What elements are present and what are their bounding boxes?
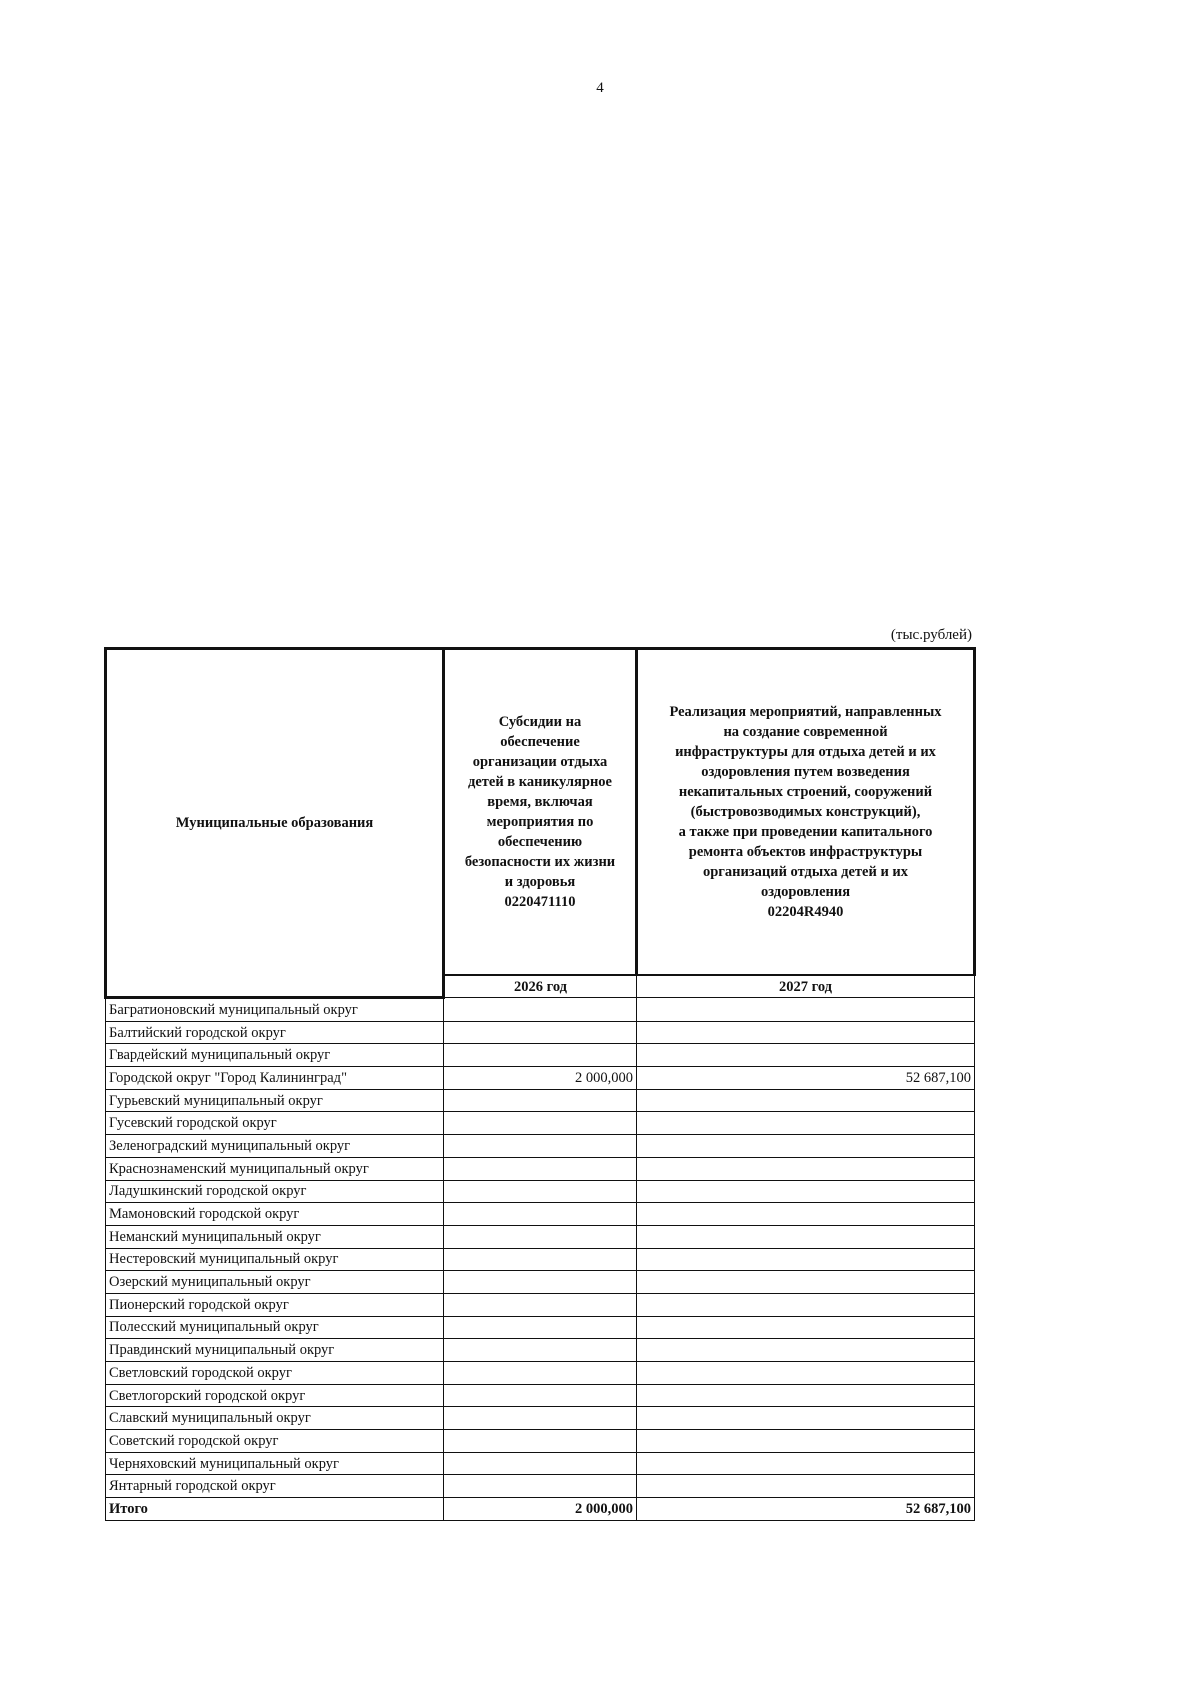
value-2027 (637, 1384, 975, 1407)
infrastructure-header-line: оздоровления (760, 884, 851, 900)
table-row (106, 1089, 975, 1112)
municipality-name: Полесский муниципальный округ (106, 1316, 444, 1339)
value-2027 (637, 1044, 975, 1067)
municipality-name: Балтийский городской округ (106, 1021, 444, 1044)
value-2026 (444, 1044, 637, 1067)
municipality-name: Гвардейский муниципальный округ (106, 1044, 444, 1067)
subsidy-header-line: обеспечение (500, 734, 580, 750)
table-row (106, 1044, 975, 1067)
value-2027 (637, 1316, 975, 1339)
infrastructure-header-line: (быстровозводимых конструкций), (690, 804, 921, 820)
value-2026 (444, 1452, 637, 1475)
units-label: (тыс.рублей) (890, 627, 972, 643)
table-row (106, 1180, 975, 1203)
table-row (106, 998, 975, 1022)
value-2027 (637, 1225, 975, 1248)
value-2026 (444, 1362, 637, 1385)
subsidy-header-line: детей в каникулярное (468, 774, 612, 790)
table-row (106, 1293, 975, 1316)
header-subsidy-column (444, 649, 637, 976)
value-2027 (637, 998, 975, 1022)
header-municipalities: Муниципальные образования (106, 649, 444, 998)
table-row (106, 1339, 975, 1362)
value-2026 (444, 1430, 637, 1453)
value-2026 (444, 1271, 637, 1294)
table-row (106, 1475, 975, 1498)
value-2026 (444, 1157, 637, 1180)
subsidy-header-line: время, включая (487, 794, 593, 810)
value-2027 (637, 1157, 975, 1180)
table-row (106, 1271, 975, 1294)
municipality-name: Правдинский муниципальный округ (106, 1339, 444, 1362)
municipality-name: Светлогорский городской округ (106, 1384, 444, 1407)
municipality-name: Итого (106, 1498, 444, 1521)
value-2027 (637, 1475, 975, 1498)
value-2027 (637, 1248, 975, 1271)
value-2026: 2 000,000 (444, 1498, 637, 1521)
total-row (106, 1498, 975, 1521)
municipality-name: Гурьевский муниципальный округ (106, 1089, 444, 1112)
value-2027 (637, 1180, 975, 1203)
municipality-name: Советский городской округ (106, 1430, 444, 1453)
municipality-name: Гусевский городской округ (106, 1112, 444, 1135)
table-row (106, 1430, 975, 1453)
year-2027: 2027 год (637, 975, 975, 998)
infrastructure-header-line: некапитальных строений, сооружений (678, 784, 933, 800)
value-2026 (444, 998, 637, 1022)
table-row (106, 1362, 975, 1385)
municipality-name: Мамоновский городской округ (106, 1203, 444, 1226)
municipality-name: Пионерский городской округ (106, 1293, 444, 1316)
value-2026 (444, 1339, 637, 1362)
value-2026 (444, 1225, 637, 1248)
subsidy-header-line: 0220471110 (504, 894, 576, 910)
municipality-name: Нестеровский муниципальный округ (106, 1248, 444, 1271)
page-number: 4 (596, 80, 604, 96)
table-row (106, 1021, 975, 1044)
value-2026 (444, 1203, 637, 1226)
value-2027 (637, 1339, 975, 1362)
value-2027: 52 687,100 (637, 1067, 975, 1090)
value-2027 (637, 1271, 975, 1294)
infrastructure-header-line: на создание современной (723, 724, 888, 740)
subsidy-header-line: безопасности их жизни (464, 854, 616, 870)
municipality-name: Зеленоградский муниципальный округ (106, 1135, 444, 1158)
value-2027 (637, 1407, 975, 1430)
municipality-name: Черняховский муниципальный округ (106, 1452, 444, 1475)
value-2027 (637, 1452, 975, 1475)
value-2027 (637, 1203, 975, 1226)
table-row (106, 1248, 975, 1271)
subsidy-header-line: организации отдыха (472, 754, 608, 770)
municipality-name: Городской округ "Город Калининград" (106, 1067, 444, 1090)
municipality-name: Неманский муниципальный округ (106, 1225, 444, 1248)
infrastructure-header-line: инфраструктуры для отдыха детей и их (675, 744, 936, 760)
table-row (106, 1067, 975, 1090)
table-row (106, 1316, 975, 1339)
value-2026 (444, 1180, 637, 1203)
value-2026 (444, 1407, 637, 1430)
subsidy-header-line: Субсидии на (498, 714, 582, 730)
subsidy-header-line: обеспечению (497, 834, 583, 850)
value-2027 (637, 1089, 975, 1112)
value-2026 (444, 1089, 637, 1112)
value-2026 (444, 1384, 637, 1407)
value-2026 (444, 1293, 637, 1316)
table-row (106, 1135, 975, 1158)
municipality-name: Светловский городской округ (106, 1362, 444, 1385)
subsidy-header-line: и здоровья (504, 874, 576, 890)
infrastructure-header-line: организаций отдыха детей и их (702, 864, 909, 880)
value-2027 (637, 1112, 975, 1135)
subsidy-table (104, 647, 976, 1521)
table-row (106, 1407, 975, 1430)
municipality-name: Янтарный городской округ (106, 1475, 444, 1498)
municipality-name: Багратионовский муниципальный округ (106, 998, 444, 1022)
value-2027 (637, 1293, 975, 1316)
value-2027 (637, 1021, 975, 1044)
infrastructure-header-line: 02204R4940 (767, 904, 844, 920)
value-2027: 52 687,100 (637, 1498, 975, 1521)
table-row (106, 1112, 975, 1135)
value-2026 (444, 1021, 637, 1044)
table-row (106, 1203, 975, 1226)
value-2026 (444, 1316, 637, 1339)
value-2026 (444, 1135, 637, 1158)
year-2026: 2026 год (444, 975, 637, 998)
municipality-name: Краснознаменский муниципальный округ (106, 1157, 444, 1180)
value-2027 (637, 1362, 975, 1385)
infrastructure-header-line: а также при проведении капитального (678, 824, 933, 840)
municipality-name: Славский муниципальный округ (106, 1407, 444, 1430)
value-2026 (444, 1475, 637, 1498)
infrastructure-header-line: оздоровления путем возведения (701, 764, 910, 780)
value-2026 (444, 1248, 637, 1271)
header-row (106, 649, 975, 976)
municipality-name: Ладушкинский городской округ (106, 1180, 444, 1203)
value-2027 (637, 1430, 975, 1453)
table-row (106, 1157, 975, 1180)
value-2027 (637, 1135, 975, 1158)
header-infrastructure-column (637, 649, 975, 976)
table-row (106, 1452, 975, 1475)
value-2026: 2 000,000 (444, 1067, 637, 1090)
table-row (106, 1384, 975, 1407)
infrastructure-header-line: ремонта объектов инфраструктуры (688, 844, 923, 860)
subsidy-header-line: мероприятия по (486, 814, 594, 830)
infrastructure-header-line: Реализация мероприятий, направленных (669, 704, 942, 720)
value-2026 (444, 1112, 637, 1135)
table-row (106, 1225, 975, 1248)
municipality-name: Озерский муниципальный округ (106, 1271, 444, 1294)
